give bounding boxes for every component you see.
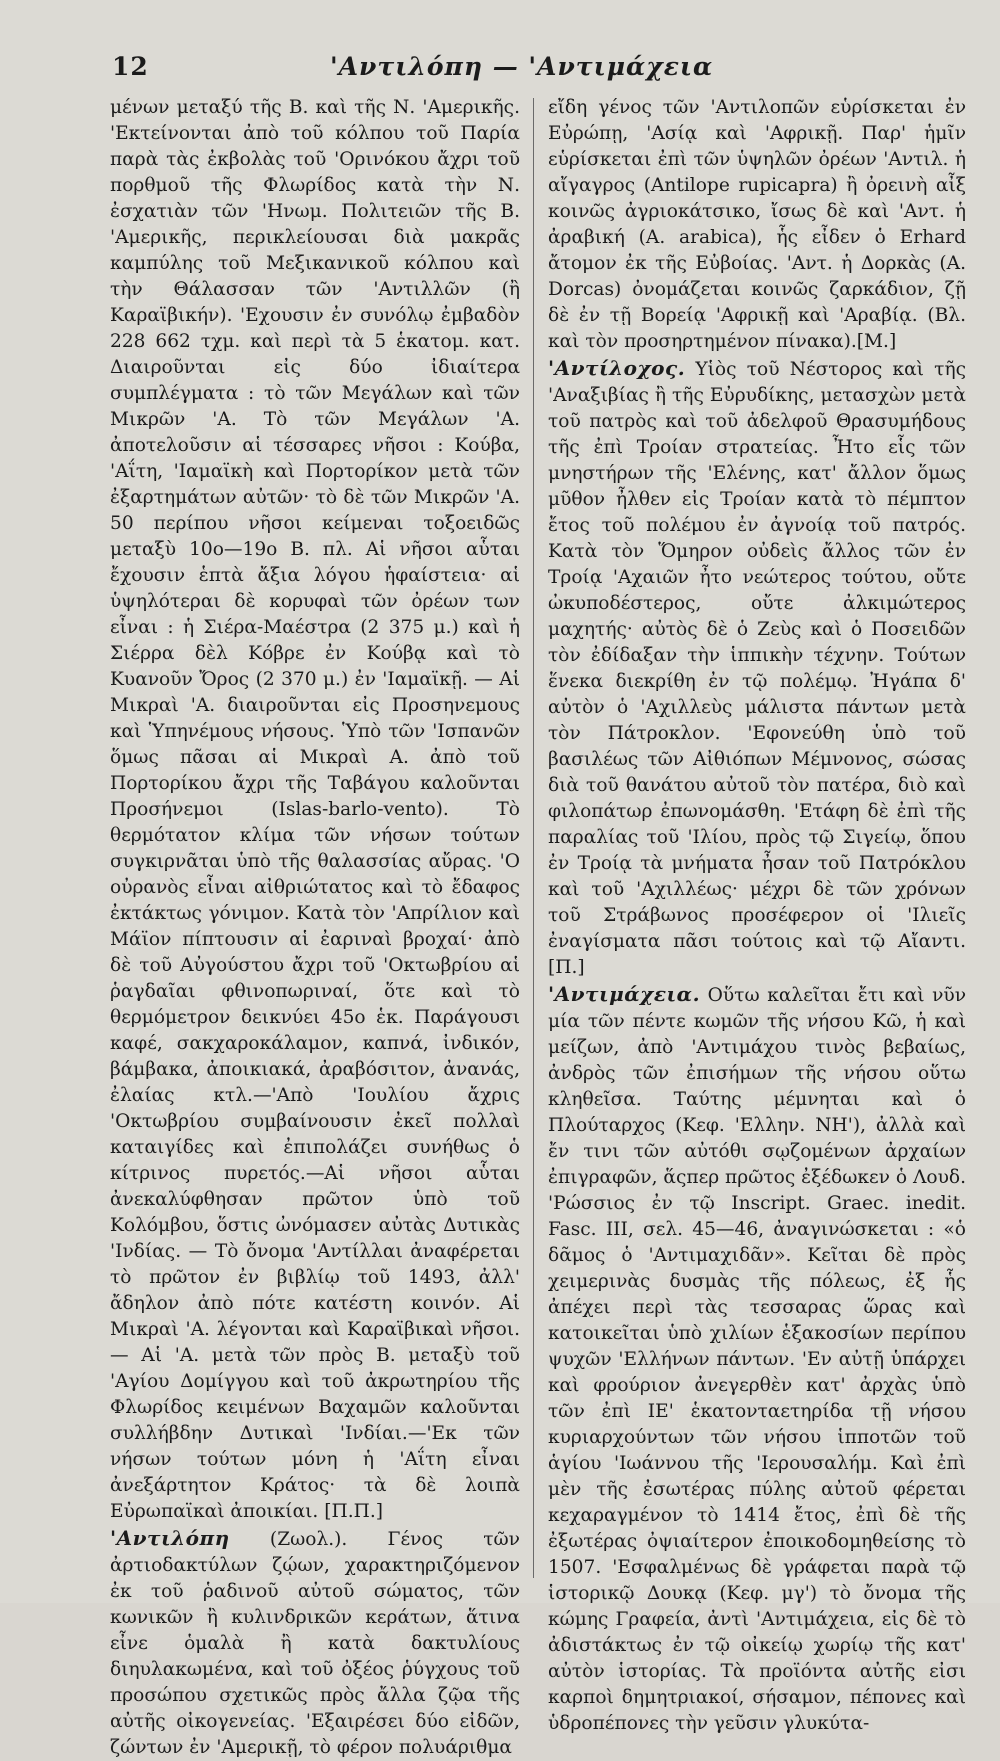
page-header bbox=[0, 46, 1000, 90]
entry-antilope-head: 'Αντιλόπη bbox=[110, 1526, 230, 1550]
entry-antilope bbox=[110, 1525, 520, 1761]
entry-antilochos bbox=[548, 355, 966, 981]
entry-antimacheia-text: Οὕτω καλεῖται ἔτι καὶ νῦν μία τῶν πέντε κωμῶν τῆς νήσου Κῶ, ἡ καὶ μείζων, ἀπὸ 'Αντιμάχου τινὸς βεβαίως, ἀνδρὸς τῶν ἐπισήμων τῆς νήσου οὕτω κληθεῖσα. Ταύτης μέμνηται καὶ ὁ Πλούταρχος (Κεφ. 'Ελλην. ΝΗ'), ἀλλὰ καὶ ἔν τινι τῶν αὐτόθι σῳζομένων ἀρχαίων ἐπιγραφῶν, ἅςπερ πρῶτος ἐξέδωκεν ὁ Λουδ. 'Ρώσσιος ἐν τῷ Inscript. Graec. inedit. Fasc. III, σελ. 45—46, ἀναγινώσκεται : «ὁ δᾶμος ὁ 'Αντιμαχιδᾶν». Κεῖται δὲ πρὸς χειμερινὰς δυσμὰς τῆς πόλεως, ἐξ ἧς ἀπέχει περὶ τὰς τεσσαρας ὥρας καὶ κατοικεῖται ὑπὸ χιλίων ἑξακοσίων περίπου ψυχῶν 'Ελλήνων πάντων. 'Εν αὐτῇ ὑπάρχει καὶ φρούριον ἀνεγερθὲν κατ' ἀρχὰς ὑπὸ τῶν ἐπὶ ΙΕ' ἑκατονταετηρίδα τῇ νήσου κυριαρχούντων τῶν νήσου ἱπποτῶν τοῦ ἁγίου 'Ιωάννου τῆς 'Ιερουσαλήμ. Καὶ ἐπὶ μὲν τῆς ἐσωτέρας πύλης αὐτοῦ φέρεται κεχαραγμένον τὸ 1414 ἔτος, ἐπὶ δὲ τῆς ἐξωτέρας ὀψιαίτερον ἐποικοδομηθείσης τὸ 1507. 'Εσφαλμένως δὲ γράφεται παρὰ τῷ ἱστορικῷ Δουκᾳ (Κεφ. μγ') τὸ ὄνομα τῆς κώμης Γραφεία, ἀντὶ 'Αντιμάχεια, εἰς δὲ τὸ ἀδιστάκτως ἐν τῷ οἰκείῳ χωρίῳ τῆς κατ' αὐτὸν ἱστορίας. Τὰ προϊόντα αὐτῆς εἰσι καρποὶ δημητριακοί, σήσαμον, πέπονες καὶ ὑδροπέπονες τὴν γεῦσιν γλυκύτα- bbox=[548, 985, 966, 1734]
entry-antimacheia bbox=[548, 981, 966, 1737]
right-column bbox=[548, 95, 966, 1734]
left-column bbox=[110, 95, 520, 1758]
entry-antilles-text: μένων μεταξύ τῆς Β. καὶ τῆς Ν. 'Αμερικῆς. 'Εκτείνονται ἀπὸ τοῦ κόλπου τοῦ Παρία παρὰ τὰς ἐκβολὰς τοῦ 'Ορινόκου ἄχρι τοῦ πορθμοῦ τῆς Φλωρίδος κατὰ τὴν Ν. ἐσχατιὰν τῶν 'Ηνωμ. Πολιτειῶν τῆς Β. 'Αμερικῆς, περικλείουσαι διὰ μακρᾶς καμπύλης τοῦ Μεξικανικοῦ κόλπου καὶ τὴν Θάλασσαν τῶν 'Αντιλλῶν (ἢ Καραϊβικήν). 'Εχουσιν ἐν συνόλῳ ἐμβαδὸν 228 662 τχμ. καὶ περὶ τὰ 5 ἑκατομ. κατ. Διαιροῦνται εἰς δύο ἰδιαίτερα συμπλέγματα : τὸ τῶν Μεγάλων καὶ τῶν Μικρῶν 'Α. Τὸ τῶν Μεγάλων 'Α. ἀποτελοῦσιν αἱ τέσσαρες νῆσοι : Κούβα, 'Αΐτη, 'Ιαμαϊκὴ καὶ Πορτορίκον μετὰ τῶν ἐξαρτημάτων αὐτῶν· τὸ δὲ τῶν Μικρῶν 'Α. 50 περίπου νῆσοι κείμεναι τοξοειδῶς μεταξὺ 10ο—19ο Β. πλ. Αἱ νῆσοι αὗται ἔχουσιν ἑπτὰ ἄξια λόγου ἡφαίστεια· αἱ ὑψηλότεραι δὲ κορυφαὶ τῶν ὀρέων των εἶναι : ἡ Σιέρα-Μαέστρα (2 375 μ.) καὶ ἡ Σιέρρα δὲλ Κόβρε ἐν Κούβᾳ καὶ τὸ Κυανοῦν Ὄρος (2 370 μ.) ἐν 'Ιαμαϊκῇ. — Αἱ Μικραὶ 'Α. διαιροῦνται εἰς Προσηνεμους καὶ Ὑπηνέμους νήσους. Ὑπὸ τῶν 'Ισπανῶν ὅμως πᾶσαι αἱ Μικραὶ Α. ἀπὸ τοῦ Πορτορίκου ἄχρι τῆς Ταβάγου καλοῦνται Προσήνεμοι (Islas-barlo-vento). Τὸ θερμότατον κλίμα τῶν νήσων τούτων συγκιρνᾶται ὑπὸ τῆς θαλασσίας αὔρας. 'Ο οὐρανὸς εἶναι αἰθριώτατος καὶ τὸ ἔδαφος ἐκτάκτως γόνιμον. Κατὰ τὸν 'Απρίλιον καὶ Μάϊον πίπτουσιν αἱ ἐαριναὶ βροχαί· ἀπὸ δὲ τοῦ Αὐγούστου ἄχρι τοῦ 'Οκτωβρίου αἱ ῥαγδαῖαι φθινοπωριναί, ὅτε καὶ τὸ θερμόμετρον δεικνύει 45ο ἑκ. Παράγουσι καφέ, σακχαροκάλαμον, καπνά, ἰνδικόν, βάμβακα, ἀποικιακά, ἀραβόσιτον, ἀνανάς, ἐλαίας κτλ.—'Απὸ 'Ιουλίου ἄχρις 'Οκτωβρίου συμβαίνουσιν ἐκεῖ πολλαὶ καταιγίδες καὶ ἐπιπολάζει συνήθως ὁ κίτρινος πυρετός.—Αἱ νῆσοι αὗται ἀνεκαλύφθησαν πρῶτον ὑπὸ τοῦ Κολόμβου, ὅστις ὠνόμασεν αὐτὰς Δυτικὰς 'Ινδίας. — Τὸ ὄνομα 'Αντίλλαι ἀναφέρεται τὸ πρῶτον ἐν βιβλίῳ τοῦ 1493, ἀλλ' ἄδηλον ἀπὸ πότε κατέστη κοινόν. Αἱ Μικραὶ 'Α. λέγονται καὶ Καραϊβικαὶ νῆσοι. — Αἱ 'Α. μετὰ τῶν πρὸς Β. μεταξὺ τοῦ 'Αγίου Δομίγγου καὶ τοῦ ἀκρωτηρίου τῆς Φλωρίδος κειμένων Βαχαμῶν καλοῦνται συλλήβδην Δυτικαὶ 'Ινδίαι.—'Εκ τῶν νήσων τούτων μόνη ἡ 'Αΐτη εἶναι ἀνεξάρτητον Κράτος· τὰ δὲ λοιπὰ Εὐρωπαϊκαὶ ἀποικίαι. [Π.Π.] bbox=[110, 97, 520, 1522]
running-head: 'Αντιλόπη — 'Αντιμάχεια bbox=[330, 52, 714, 81]
entry-antilope-text: (Ζωολ.). Γένος τῶν ἀρτιοδακτύλων ζῴων, χαρακτηριζόμενον ἐκ τοῦ ῥαδινοῦ αὐτοῦ σώματος, τῶν κωνικῶν ἢ κυλινδρικῶν κεράτων, ἅτινα εἶνε ὁμαλὰ ἢ κατὰ δακτυλίους διηυλακωμένα, καὶ τοῦ ὀξέος ῥύγχους τοῦ προσώπου σχετικῶς πρὸς ἄλλα ζῷα τῆς αὐτῆς οἰκογενείας. 'Εξαιρέσει δύο εἰδῶν, ζώντων ἐν 'Αμερικῇ, τὸ φέρον πολυάριθμα bbox=[110, 1529, 520, 1758]
entry-antilochos-text: Υἱὸς τοῦ Νέστορος καὶ τῆς 'Αναξιβίας ἢ τῆς Εὐρυδίκης, μετασχὼν μετὰ τοῦ πατρὸς καὶ τοῦ ἀδελφοῦ Θρασυμήδους τῆς ἐπὶ Τροίαν στρατείας. Ἦτο εἷς τῶν μνηστήρων τῆς 'Ελένης, κατ' ἄλλον ὅμως μῦθον ἦλθεν εἰς Τροίαν κατὰ τὸ πέμπτον ἔτος τοῦ πολέμου ἐν ἀγνοίᾳ τοῦ πατρός. Κατὰ τὸν Ὅμηρον οὐδεὶς ἄλλος τῶν ἐν Τροίᾳ 'Αχαιῶν ἦτο νεώτερος τούτου, οὔτε ὠκυποδέστερος, οὔτε ἀλκιμώτερος μαχητής· αὐτὸς δὲ ὁ Ζεὺς καὶ ὁ Ποσειδῶν τὸν ἐδίδαξαν τὴν ἱππικὴν τέχνην. Τούτων ἕνεκα διεκρίθη ἐν τῷ πολέμῳ. Ἠγάπα δ' αὐτὸν ὁ 'Αχιλλεὺς μάλιστα πάντων μετὰ τὸν Πάτροκλον. 'Εφονεύθη ὑπὸ τοῦ βασιλέως τῶν Αἰθιόπων Μέμνονος, σώσας διὰ τοῦ θανάτου αὐτοῦ τὸν πατέρα, διὸ καὶ φιλοπάτωρ ἐπωνομάσθη. 'Ετάφη δὲ ἐπὶ τῆς παραλίας τοῦ 'Ιλίου, πρὸς τῷ Σιγείῳ, ὅπου ἐν Τροίᾳ τὰ μνήματα ἦσαν τοῦ Πατρόκλου καὶ τοῦ 'Αχιλλέως· μέχρι δὲ τῶν χρόνων τοῦ Στράβωνος προσέφερον οἱ 'Ιλιεῖς ἐναγίσματα πᾶσι τούτοις καὶ τῷ Αἴαντι. [Π.] bbox=[548, 359, 966, 978]
entry-antimacheia-head: 'Αντιμάχεια. bbox=[548, 982, 701, 1006]
column-divider bbox=[533, 98, 534, 1578]
entry-antilope-continued: εἴδη γένος τῶν 'Αντιλοπῶν εὑρίσκεται ἐν Εὐρώπῃ, 'Ασίᾳ καὶ 'Αφρικῇ. Παρ' ἡμῖν εὑρίσκεται ἐπὶ τῶν ὑψηλῶν ὀρέων 'Αντιλ. ἡ αἴγαγρος (Antilope rupicapra) ἢ ὀρεινὴ αἶξ κοινῶς ἀγριοκάτσικο, ἴσως δὲ καὶ 'Αντ. ἡ ἀραβική (A. arabica), ἧς εἶδεν ὁ Erhard ἄτομον ἐκ τῆς Εὐβοίας. 'Αντ. ἡ Δορκὰς (A. Dorcas) ὀνομάζεται κοινῶς ζαρκάδιον, ζῇ δὲ ἐν τῇ Βορείᾳ 'Αφρικῇ καὶ 'Αραβίᾳ. (Βλ. καὶ τὸν προσηρτημένον πίνακα).[Μ.] bbox=[548, 97, 966, 352]
entry-antilochos-head: 'Αντίλοχος. bbox=[548, 356, 686, 380]
page-number: 12 bbox=[112, 52, 149, 81]
